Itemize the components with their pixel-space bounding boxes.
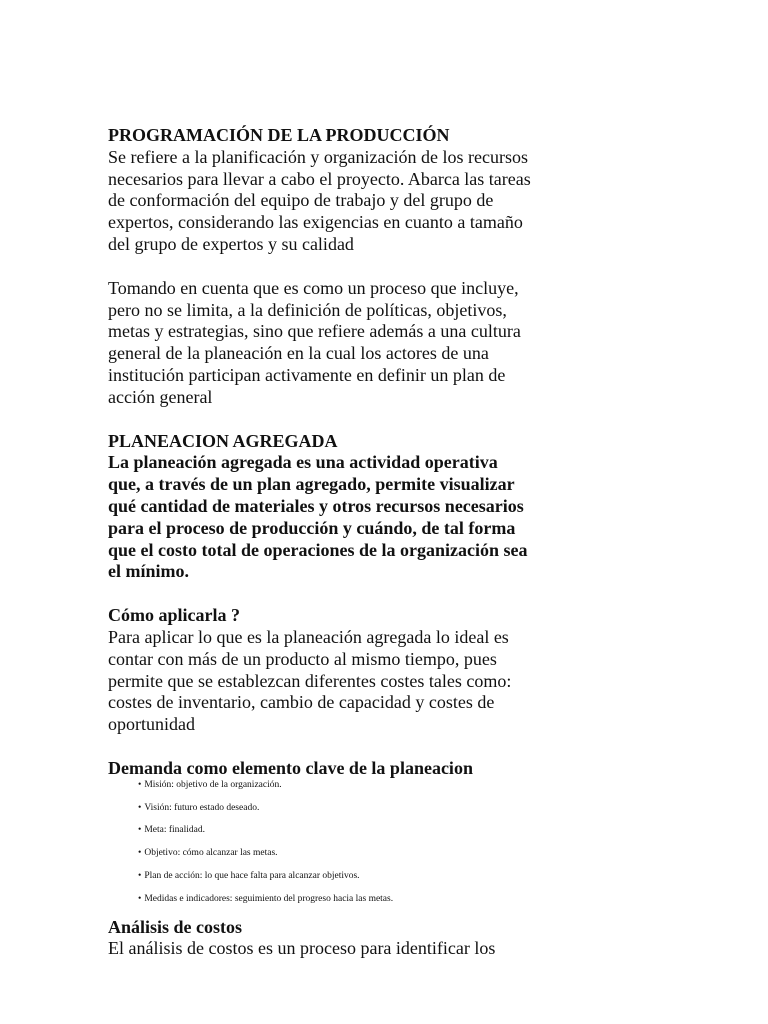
heading-planeacion-agregada: PLANEACION AGREGADA <box>108 430 338 451</box>
text-line: El análisis de costos es un proceso para identificar los <box>108 938 496 959</box>
text-line: costes de inventario, cambio de capacidad y costes de <box>108 692 495 713</box>
heading-analisis-de-costos: Análisis de costos <box>108 916 243 937</box>
text-line: qué cantidad de materiales y otros recursos necesarios <box>108 495 524 516</box>
text-line: el mínimo. <box>108 561 189 582</box>
text-line: necesarios para llevar a cabo el proyecto. Abarca las tareas <box>108 168 531 189</box>
list-item: • Plan de acción: lo que hace falta para alcanzar objetivos. <box>138 870 360 881</box>
text-line: contar con más de un producto al mismo tiempo, pues <box>108 648 497 669</box>
text-line: Para aplicar lo que es la planeación agregada lo ideal es <box>108 626 509 647</box>
list-item: • Misión: objetivo de la organización. <box>138 779 282 790</box>
heading-demanda: Demanda como elemento clave de la planeacion <box>108 757 473 778</box>
list-item: • Visión: futuro estado deseado. <box>138 802 260 813</box>
text-line: acción general <box>108 386 213 407</box>
text-line: oportunidad <box>108 714 195 735</box>
paragraph-tomando-en-cuenta <box>108 278 548 409</box>
text-line: metas y estrategias, sino que refiere además a una cultura <box>108 321 521 342</box>
bullet-icon: • <box>138 825 142 836</box>
text-line: permite que se establezcan diferentes costes tales como: <box>108 670 512 691</box>
paragraph-programacion <box>108 147 548 256</box>
text-line: de conformación del equipo de trabajo y del grupo de <box>108 190 494 211</box>
text-line: del grupo de expertos y su calidad <box>108 233 354 254</box>
paragraph-analisis-de-costos <box>108 938 548 960</box>
paragraph-planeacion-agregada <box>108 452 548 583</box>
bullet-icon: • <box>138 870 142 881</box>
text-line: expertos, considerando las exigencias en cuanto a tamaño <box>108 212 523 233</box>
bullet-list <box>108 780 548 905</box>
paragraph-como-aplicarla <box>108 627 548 736</box>
text-line: para el proceso de producción y cuándo, de tal forma <box>108 517 516 538</box>
text-line: general de la planeación en la cual los actores de una <box>108 343 489 364</box>
heading-como-aplicarla: Cómo aplicarla ? <box>108 605 240 626</box>
text-line: Tomando en cuenta que es como un proceso que incluye, <box>108 277 519 298</box>
document-page <box>108 125 548 960</box>
bullet-icon: • <box>138 893 142 904</box>
text-line: institución participan activamente en definir un plan de <box>108 364 506 385</box>
text-line: pero no se limita, a la definición de políticas, objetivos, <box>108 299 507 320</box>
heading-programacion: PROGRAMACIÓN DE LA PRODUCCIÓN <box>108 125 450 145</box>
text-line: La planeación agregada es una actividad operativa <box>108 452 498 473</box>
bullet-icon: • <box>138 802 142 813</box>
text-line: Se refiere a la planificación y organización de los recursos <box>108 146 528 167</box>
bullet-icon: • <box>138 848 142 859</box>
list-item: • Objetivo: cómo alcanzar las metas. <box>138 848 278 859</box>
text-line: que el costo total de operaciones de la organización sea <box>108 539 528 560</box>
list-item: • Meta: finalidad. <box>138 825 206 836</box>
text-line: que, a través de un plan agregado, permite visualizar <box>108 474 515 495</box>
list-item: • Medidas e indicadores: seguimiento del progreso hacia las metas. <box>138 893 394 904</box>
bullet-icon: • <box>138 779 142 790</box>
